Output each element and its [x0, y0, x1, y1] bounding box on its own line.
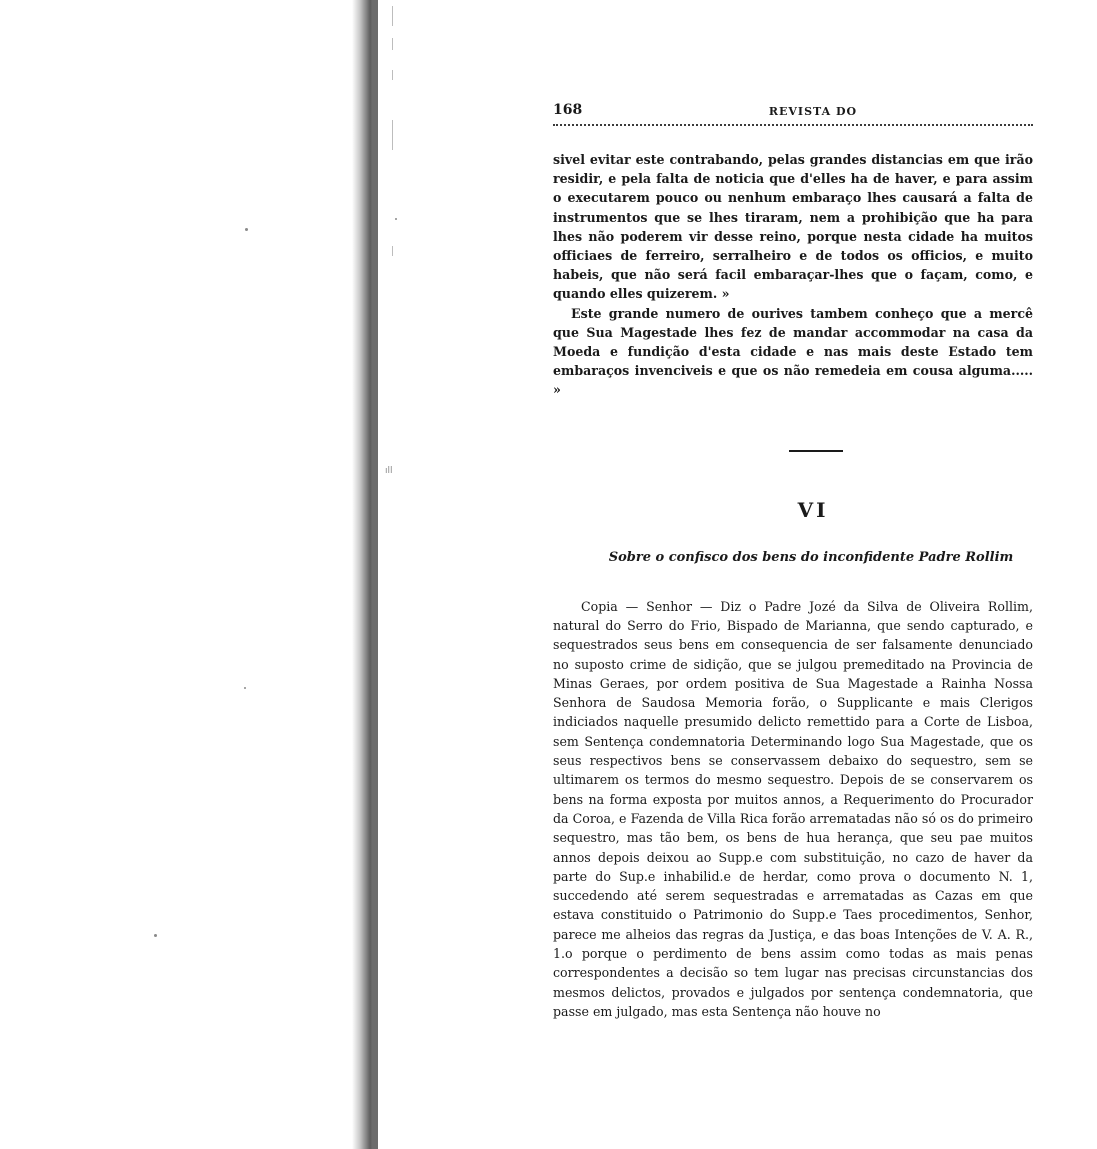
section-divider: [789, 450, 843, 452]
document-body: [553, 597, 1033, 1022]
page-number: 168: [553, 102, 583, 118]
book-spine-edge: [372, 0, 378, 1149]
section-numeral: VI: [797, 497, 829, 522]
gutter-mark: [392, 38, 393, 50]
scan-speck: [395, 218, 397, 220]
scan-speck: [245, 228, 248, 231]
gutter-mark: [392, 120, 393, 150]
running-head: [553, 102, 1033, 126]
gutter-mark: [392, 6, 393, 26]
body-paragraph: Copia — Senhor — Diz o Padre Jozé da Silva de Oliveira Rollim, natural do Serro do Frio, Bispado de Marianna, que sendo capturado, e sequestrados seus bens em consequencia de ser falsamente denunciado no suposto crime de sidição, que se julgou premeditado na Provincia de Minas Geraes, por ordem positiva de Sua Magestade a Rainha Nossa Senhora de Saudosa Memoria forão, o Supplicante e mais Clerigos indiciados naquelle presumido delicto remettido para a Corte de Lisboa, sem Sentença condemnatoria Determinando logo Sua Magestade, que os seus respectivos bens se conservassem debaixo do sequestro, sem se ultimarem os termos do mesmo sequestro. Depois de se conservarem os bens na forma exposta por muitos annos, a Requerimento do Procurador da Coroa, e Fazenda de Villa Rica forão arrematadas não só os do primeiro sequestro, mas tão bem, os bens de hua herança, que seu pae muitos annos depois deixou ao Supp.e com substituição, no cazo de haver da parte do Sup.e inhabilid.e de herdar, como prova o documento N. 1, succedendo até serem sequestradas e arrematadas as Cazas em que estava constituido o Patrimonio do Supp.e Taes procedimentos, Senhor, parece me alheios das regras da Justiça, e das boas Intenções de V. A. R., 1.o porque o perdimento de bens assim como todas as mais penas correspondentes a decisão so tem lugar nas precisas circunstancias dos mesmos delictos, provados e julgados por sentença condemnatoria, que passe em julgado, mas esta Sentença não houve no: [553, 598, 1033, 1019]
margin-note: ıll: [385, 466, 393, 476]
continuation-paragraph: sivel evitar este contrabando, pelas grandes distancias em que irão residir, e pela falta de noticia que d'elles ha de haver, e para assim o executarem pouco ou nenhum embaraço lhes causará a falta de instrumentos que se lhes tiraram, nem a prohibição que ha para lhes não poderem vir desse reino, porque nesta cidade ha muitos officiaes de ferreiro, serralheiro e de todos os officios, e muito habeis, que não será facil embaraçar-lhes que o façam, como, e quando elles quizerem. »: [553, 152, 1033, 302]
continuation-paragraph: Este grande numero de ourives tambem conheço que a mercê que Sua Magestade lhes fez de mandar accommodar na casa da Moeda e fundição d'esta cidade e nas mais deste Estado tem embaraços invenciveis e que os não remedeia em cousa alguma..... »: [553, 305, 1033, 398]
gutter-mark: [392, 246, 393, 256]
book-page: [553, 102, 1033, 1021]
gutter-mark: [392, 70, 393, 80]
section-heading: Sobre o confisco dos bens do inconfidente Padre Rollim: [608, 549, 1014, 565]
scan-speck: [244, 687, 246, 689]
running-title: REVISTA DO: [768, 105, 858, 118]
scan-speck: [154, 934, 157, 937]
